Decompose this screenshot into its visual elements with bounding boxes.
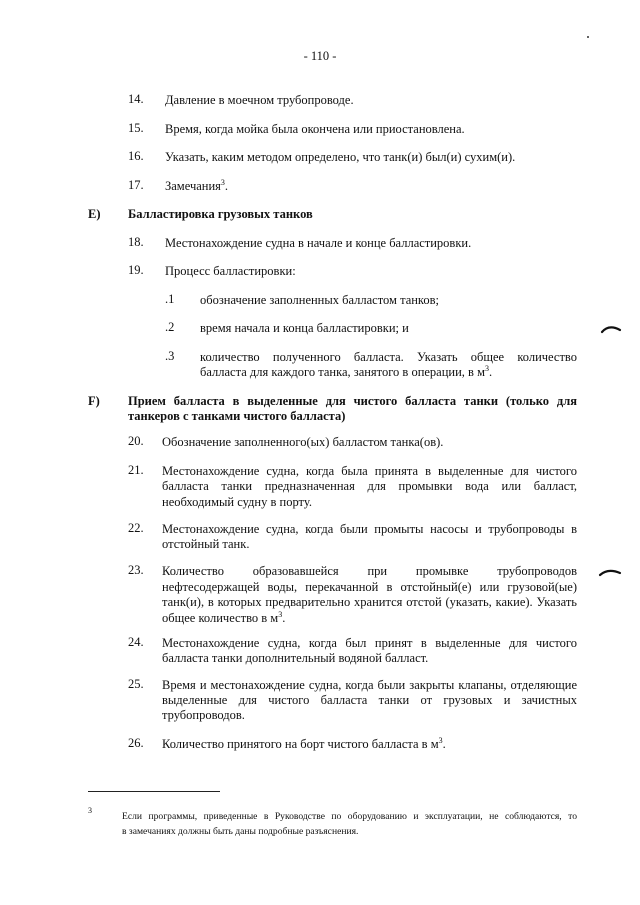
unit-superscript: 3	[278, 609, 283, 619]
section-f-letter: F)	[88, 394, 100, 408]
scan-stroke-mark	[600, 322, 622, 334]
footnote-mark: 3	[88, 806, 92, 815]
item-text-line: отстойный танк.	[162, 537, 250, 551]
item-text-line: трубопроводов.	[162, 708, 245, 722]
footnote-line: в замечаниях должны быть даны подробные разъяснения.	[122, 826, 359, 837]
item-text: общее количество в м	[162, 611, 279, 625]
scan-stroke-mark	[598, 566, 622, 578]
unit-superscript: 3	[485, 363, 489, 373]
item-text-line: балласта танки дополнительный водяной балласт.	[162, 651, 429, 665]
section-e-letter: E)	[88, 207, 101, 221]
item-text: Давление в моечном трубопроводе.	[165, 93, 354, 107]
footnote-ref: 3	[220, 177, 225, 187]
item-number: 19.	[128, 263, 144, 277]
item-tail: .	[282, 611, 286, 625]
item-text: Количество принятого на борт чистого балласта в м	[162, 737, 439, 751]
item-number: 18.	[128, 235, 144, 249]
item-text-line: Время и местонахождение судна, когда были закрыты клапаны, отделяющие	[162, 678, 577, 692]
section-f-title-line: Прием балласта в выделенные для чистого балласта танки (только для	[128, 394, 577, 408]
item-tail: .	[442, 737, 446, 751]
unit-superscript: 3	[438, 735, 443, 745]
item-text: Время, когда мойка была окончена или приостановлена.	[165, 122, 465, 136]
item-tail: .	[489, 365, 493, 379]
item-text-line: Местонахождение судна, когда был принят в выделенные для чистого	[162, 636, 577, 650]
footnote-rule	[88, 791, 220, 792]
item-text-line: танк(и), в которых предварительно хранится отстой (указать, какие). Указать	[162, 595, 577, 609]
item-text-line: выделенные для чистого балласта танки от грузовых и зачистных	[162, 693, 577, 707]
subitem-number: .1	[165, 292, 175, 306]
item-number: 26.	[128, 736, 144, 750]
subitem-text-line-with-unit	[200, 364, 492, 380]
item-text: Местонахождение судна в начале и конце балластировки.	[165, 236, 472, 250]
item-text: Процесс балластировки:	[165, 264, 296, 278]
subitem-text: балласта для каждого танка, занятого в операции, в м	[200, 365, 485, 379]
subitem-number: .3	[165, 349, 175, 363]
footnote-text	[122, 809, 577, 839]
item-text: Указать, каким методом определено, что танк(и) был(и) сухим(и).	[165, 150, 516, 164]
footnote-line: Если программы, приведенные в Руководстве по оборудованию и эксплуатации, не соблюдаются, то	[122, 811, 577, 822]
item-number: 14.	[128, 92, 144, 106]
item-number: 15.	[128, 121, 144, 135]
item-text: Обозначение заполненного(ых) балластом танка(ов).	[162, 435, 444, 449]
item-text-line-with-unit	[162, 610, 285, 626]
item-text: Замечания	[165, 179, 221, 193]
subitem-text-line: количество полученного балласта. Указать общее количество	[200, 350, 577, 364]
item-text-line: балласта танки предназначенная для промывки вода или балласт,	[162, 479, 577, 493]
item-text-with-footnote	[165, 178, 228, 194]
item-number: 24.	[128, 635, 144, 649]
item-number: 22.	[128, 521, 144, 535]
page-number: - 110 -	[303, 49, 337, 63]
item-number: 16.	[128, 149, 144, 163]
item-tail: .	[224, 179, 229, 193]
item-text-line: Местонахождение судна, когда была принята в выделенные для чистого	[162, 464, 577, 478]
item-text-line-with-unit	[162, 736, 446, 752]
item-number: 23.	[128, 563, 144, 577]
item-text-line: нефтесодержащей воды, перекачанной в отстойный(е) или грузовой(ые)	[162, 580, 577, 594]
subitem-text: обозначение заполненных балластом танков;	[200, 293, 439, 307]
item-text-line: Количество образовавшейся при промывке трубопроводов	[162, 564, 577, 578]
item-number: 17.	[128, 178, 144, 192]
item-number: 25.	[128, 677, 144, 691]
item-number: 21.	[128, 463, 144, 477]
subitem-number: .2	[165, 320, 175, 334]
item-text-line: Местонахождение судна, когда были промыты насосы и трубопроводы в	[162, 522, 577, 536]
item-number: 20.	[128, 434, 144, 448]
section-e-title: Балластировка грузовых танков	[128, 207, 313, 221]
item-text-line: необходимый судну в порту.	[162, 495, 312, 509]
scan-speck-mark	[585, 34, 591, 40]
section-f-title-line: танкеров с танками чистого балласта)	[128, 409, 346, 423]
subitem-text: время начала и конца балластировки; и	[200, 321, 409, 335]
